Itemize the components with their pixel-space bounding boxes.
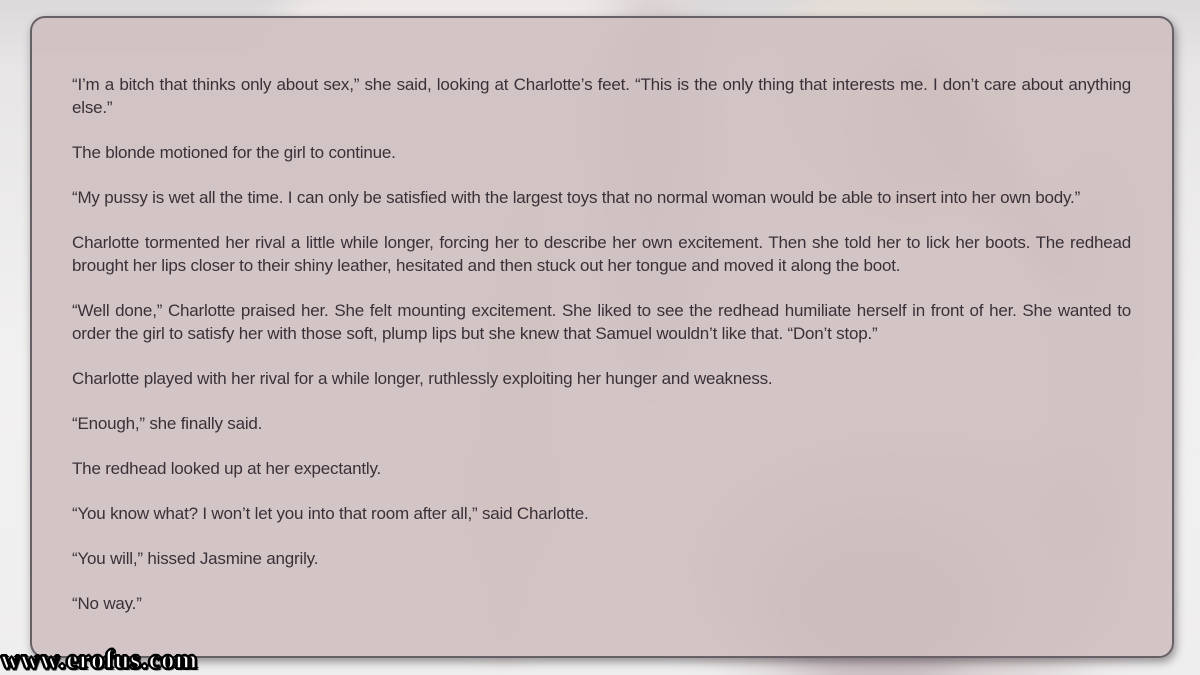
story-text-block [72, 73, 1131, 615]
story-paragraph-4: Charlotte tormented her rival a little while longer, forcing her to describe her own excitement. Then she told her to lick her boots. The redhead brought her lips closer to their shiny leather, hesitated and then stuck out her tongue and moved it along the boot. [72, 233, 1131, 275]
story-paragraph-1: “I’m a bitch that thinks only about sex,” she said, looking at Charlotte’s feet. “This is the only thing that interests me. I don’t care about anything else.” [72, 75, 1131, 117]
story-paragraph-3: “My pussy is wet all the time. I can only be satisfied with the largest toys that no normal woman would be able to insert into her own body.” [72, 188, 1081, 207]
site-watermark: www.erofus.com [1, 645, 198, 674]
story-paragraph-10: “You will,” hissed Jasmine angrily. [72, 549, 319, 568]
story-text-panel [30, 16, 1174, 658]
story-paragraph-11: “No way.” [72, 594, 142, 613]
story-paragraph-2: The blonde motioned for the girl to continue. [72, 143, 396, 162]
story-paragraph-7: “Enough,” she finally said. [72, 414, 263, 433]
story-paragraph-8: The redhead looked up at her expectantly. [72, 459, 382, 478]
story-paragraph-6: Charlotte played with her rival for a while longer, ruthlessly exploiting her hunger and weakness. [72, 369, 773, 388]
story-paragraph-9: “You know what? I won’t let you into that room after all,” said Charlotte. [72, 504, 589, 523]
story-paragraph-5: “Well done,” Charlotte praised her. She felt mounting excitement. She liked to see the redhead humiliate herself in front of her. She wanted to order the girl to satisfy her with those soft, plump lips but she knew that Samuel wouldn’t like that. “Don’t stop.” [72, 301, 1131, 343]
